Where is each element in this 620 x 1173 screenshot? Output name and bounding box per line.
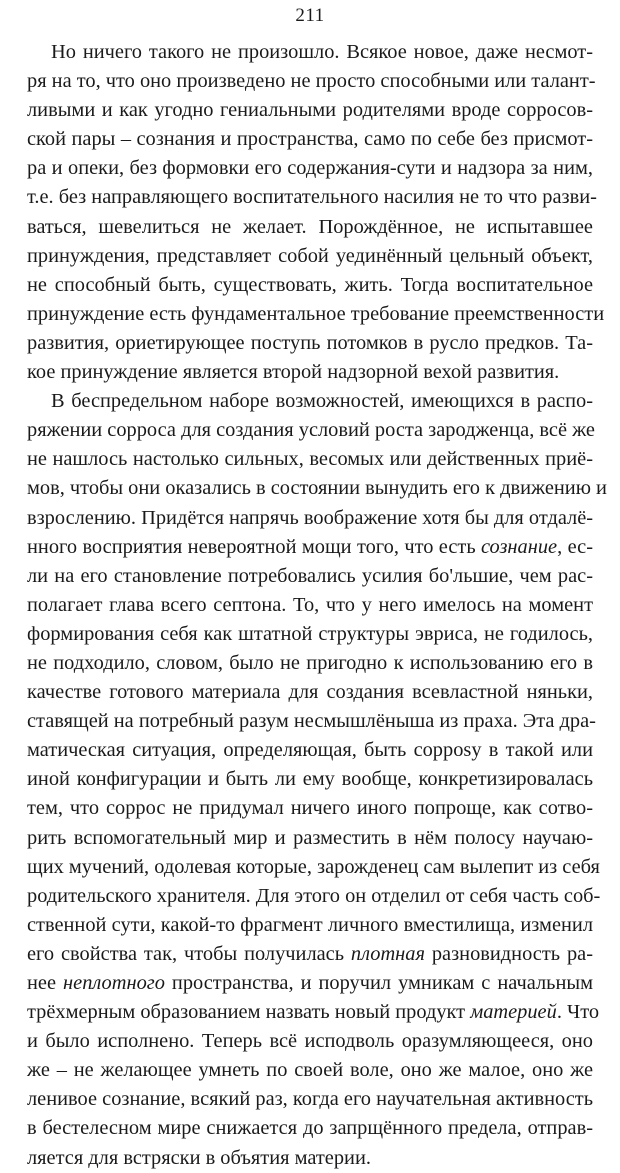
text-line: матическая ситуация, определяющая, быть соррosу в такой или xyxy=(27,739,593,762)
text-line: принуждение есть фундаментальное требование преемственности xyxy=(27,302,605,325)
text-line: родительского хранителя. Для этого он отделил от себя часть соб- xyxy=(27,884,601,907)
text-line: качестве готового материала для создания всевластной няньки, xyxy=(27,681,593,704)
text-line: ственной сути, какой-то фрагмент личного вместилища, изменил xyxy=(27,913,593,936)
text-line: Но ничего такого не произошло. Всякое новое, даже несмот- xyxy=(51,41,593,63)
text-line: нее неплотного пространства, и поручил умникам с начальным xyxy=(27,972,593,994)
text-line: ливыми и как угодно гениальными родителями вроде сорросов- xyxy=(27,99,593,122)
text-line: и было исполнено. Теперь всё исподволь оразумляющееся, оно xyxy=(27,1030,593,1053)
text-line: взрослению. Придётся напрячь воображение хотя бы для отдалё- xyxy=(27,506,594,529)
text-line: ра и опеки, без формовки его содержания-сути и надзора за ним, xyxy=(27,157,593,180)
text-line: тем, что соррос не придумал ничего иного попроще, как сотво- xyxy=(27,797,593,820)
italic-term: сознание xyxy=(481,535,558,558)
text-line: нного восприятия невероятной мощи того, что есть сознание, ес- xyxy=(27,535,593,558)
text-line: принуждения, представляет собой уединённый цельный объект, xyxy=(27,244,593,267)
text-line: ляется для встряски в объятия материи. xyxy=(27,1146,371,1169)
text-line: ря на то, что оно произведено не просто способными или талант- xyxy=(27,70,596,93)
paragraph-2 xyxy=(27,387,607,1173)
text-line: развития, ориетирующее поступь потомков в русло предков. Та- xyxy=(27,331,593,354)
text-line: иной конфигурации и быть ли ему вообще, конкретизировалась xyxy=(27,768,593,791)
text-line: не подходило, словом, было не пригодно к использованию его в xyxy=(27,651,593,674)
text-line: полагает глава всего септона. То, что у него имелось на момент xyxy=(27,593,593,616)
text-line: ленивое сознание, всякий раз, когда его научательная активность xyxy=(27,1088,593,1111)
page-number: 211 xyxy=(295,5,325,26)
text-line: кое принуждение является второй надзорной вехой развития. xyxy=(27,361,560,384)
text-line: его свойства так, чтобы получилась плотная разновидность ра- xyxy=(27,942,593,965)
text-line: не способный быть, существовать, жить. Тогда воспитательное xyxy=(27,273,593,296)
text-line: ваться, шевелиться не желает. Порождённое, не испытавшее xyxy=(27,215,593,238)
italic-term: плотная xyxy=(350,942,425,965)
text-line: ской пары – сознания и пространства, само по себе без присмот- xyxy=(27,128,593,151)
text-line: рить вспомогательный мир и разместить в нём полосу научаю- xyxy=(27,826,593,849)
text-line: в бестелесном мире снижается до запрщённого предела, отправ- xyxy=(27,1117,593,1140)
text-line: ли на его становление потребовались усилия бо'льшие, чем рас- xyxy=(27,564,593,587)
text-line: В беспредельном наборе возможностей, имеющихся в распо- xyxy=(51,390,593,413)
italic-term: материей xyxy=(470,1001,557,1024)
text-line: мов, чтобы они оказались в состоянии вынудить его к движению и xyxy=(27,477,607,500)
text-line: ряжении сорроса для создания условий роста зародженца, всё же xyxy=(27,419,595,442)
text-line: ставящей на потребный разум несмышлёныша из праха. Эта дра- xyxy=(27,710,596,733)
text-line: формирования себя как штатной структуры эвриса, не годилось, xyxy=(27,622,593,645)
text-line: т.е. без направляющего воспитательного насилия не то что разви- xyxy=(27,186,597,209)
paragraph-1 xyxy=(27,38,605,387)
page-body xyxy=(27,38,607,1173)
italic-term: неплотного xyxy=(63,972,165,994)
text-line: щих мучений, одолевая которые, зарожденец сам вылепит из себя xyxy=(27,855,600,878)
text-line: трёхмерным образованием назвать новый продукт материей. Что xyxy=(27,1001,600,1024)
text-line: не нашлось настолько сильных, весомых или действенных приё- xyxy=(27,448,593,471)
text-line: же – не желающее умнеть по своей воле, оно же малое, оно же xyxy=(27,1059,593,1082)
